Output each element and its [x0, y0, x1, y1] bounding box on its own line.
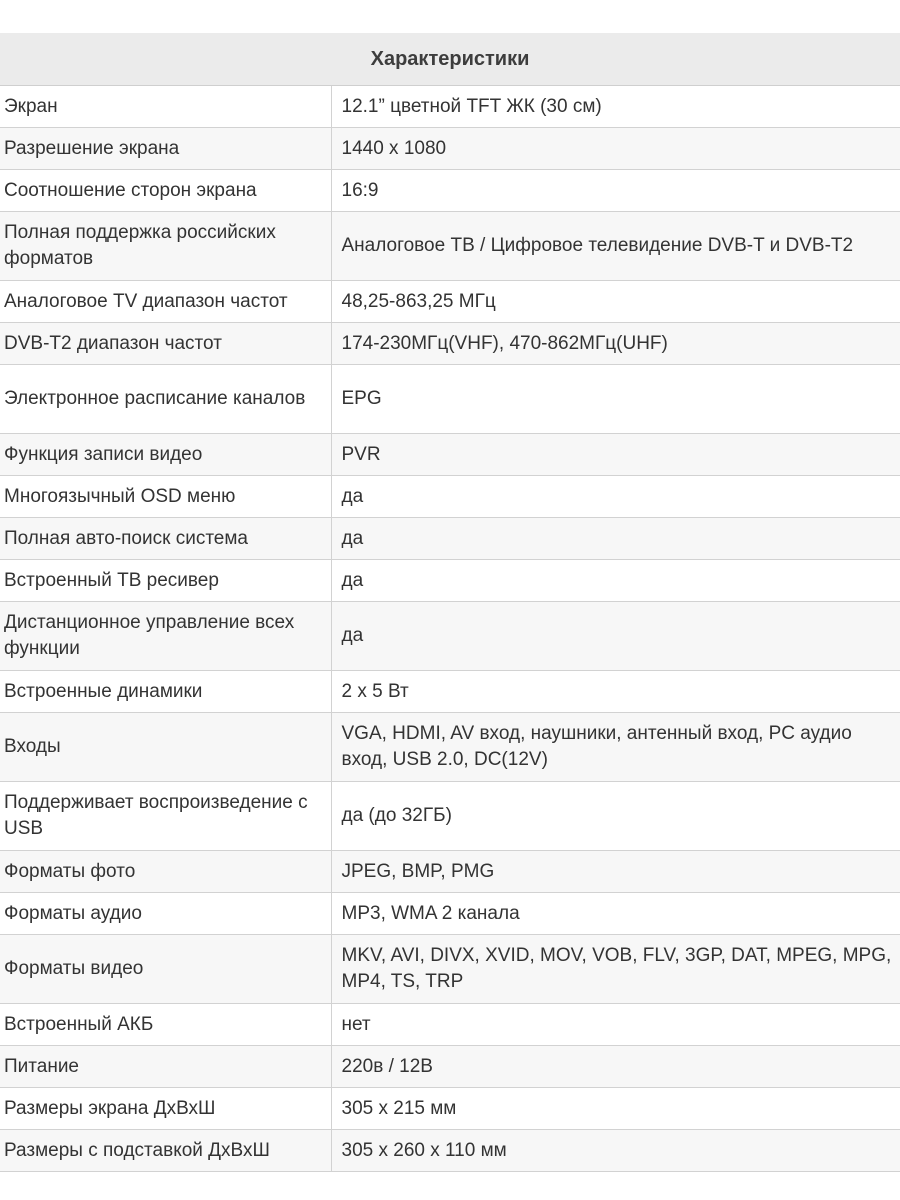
- spec-value: MKV, AVI, DIVX, XVID, MOV, VOB, FLV, 3GP, DAT, MPEG, MPG, MP4, TS, TRP: [331, 935, 900, 1004]
- spec-label: Экран: [0, 86, 331, 128]
- table-header-row: [0, 33, 900, 86]
- spec-value: Аналоговое ТВ / Цифровое телевидение DVB-T и DVB-T2: [331, 212, 900, 281]
- spec-value: да: [331, 560, 900, 602]
- table-row: [0, 602, 900, 671]
- spec-value: 220в / 12В: [331, 1046, 900, 1088]
- table-row: [0, 893, 900, 935]
- spec-label: Функция записи видео: [0, 434, 331, 476]
- spec-label: Входы: [0, 713, 331, 782]
- spec-label: Форматы аудио: [0, 893, 331, 935]
- table-row: [0, 518, 900, 560]
- table-row: [0, 434, 900, 476]
- table-row: [0, 1130, 900, 1172]
- spec-value: 1440 x 1080: [331, 128, 900, 170]
- table-row: [0, 170, 900, 212]
- spec-label: Многоязычный OSD меню: [0, 476, 331, 518]
- spec-value: да: [331, 476, 900, 518]
- spec-value: PVR: [331, 434, 900, 476]
- spec-label: Питание: [0, 1046, 331, 1088]
- spec-label: Аналоговое TV диапазон частот: [0, 281, 331, 323]
- spec-label: Полная поддержка российских форматов: [0, 212, 331, 281]
- spec-value: да: [331, 602, 900, 671]
- spec-label: Форматы видео: [0, 935, 331, 1004]
- table-row: [0, 782, 900, 851]
- table-row: [0, 671, 900, 713]
- spec-label: Разрешение экрана: [0, 128, 331, 170]
- table-row: [0, 476, 900, 518]
- spec-label: Поддерживает воспроизведение с USB: [0, 782, 331, 851]
- spec-value: 48,25-863,25 МГц: [331, 281, 900, 323]
- table-row: [0, 851, 900, 893]
- spec-value: MP3, WMA 2 канала: [331, 893, 900, 935]
- table-row: [0, 713, 900, 782]
- spec-value: JPEG, BMP, PMG: [331, 851, 900, 893]
- spec-label: Размеры с подставкой ДхВхШ: [0, 1130, 331, 1172]
- spec-value: 12.1” цветной TFT ЖК (30 см): [331, 86, 900, 128]
- table-row: [0, 935, 900, 1004]
- spec-label: Дистанционное управление всех функции: [0, 602, 331, 671]
- spec-label: Соотношение сторон экрана: [0, 170, 331, 212]
- spec-value: нет: [331, 1004, 900, 1046]
- spec-value: 305 x 260 x 110 мм: [331, 1130, 900, 1172]
- table-row: [0, 128, 900, 170]
- spec-value: да: [331, 518, 900, 560]
- spec-value: 16:9: [331, 170, 900, 212]
- spec-label: Размеры экрана ДхВхШ: [0, 1088, 331, 1130]
- table-row: [0, 1046, 900, 1088]
- spec-label: Встроенные динамики: [0, 671, 331, 713]
- spec-value: да (до 32ГБ): [331, 782, 900, 851]
- spec-label: Встроенный ТВ ресивер: [0, 560, 331, 602]
- table-row: [0, 323, 900, 365]
- table-row: [0, 560, 900, 602]
- table-row: [0, 1088, 900, 1130]
- spec-value: EPG: [331, 365, 900, 434]
- spec-value: 2 x 5 Вт: [331, 671, 900, 713]
- spec-label: Форматы фото: [0, 851, 331, 893]
- table-row: [0, 212, 900, 281]
- spec-value: 305 x 215 мм: [331, 1088, 900, 1130]
- specifications-table: [0, 33, 900, 1172]
- spec-label: DVB-T2 диапазон частот: [0, 323, 331, 365]
- table-row: [0, 86, 900, 128]
- spec-label: Полная авто-поиск система: [0, 518, 331, 560]
- table-row: [0, 281, 900, 323]
- table-row: [0, 1004, 900, 1046]
- spec-value: VGA, HDMI, AV вход, наушники, антенный вход, PC аудио вход, USB 2.0, DC(12V): [331, 713, 900, 782]
- table-title: Характеристики: [0, 33, 900, 86]
- spec-label: Электронное расписание каналов: [0, 365, 331, 434]
- table-row: [0, 365, 900, 434]
- spec-label: Встроенный АКБ: [0, 1004, 331, 1046]
- spec-value: 174-230МГц(VHF), 470-862МГц(UHF): [331, 323, 900, 365]
